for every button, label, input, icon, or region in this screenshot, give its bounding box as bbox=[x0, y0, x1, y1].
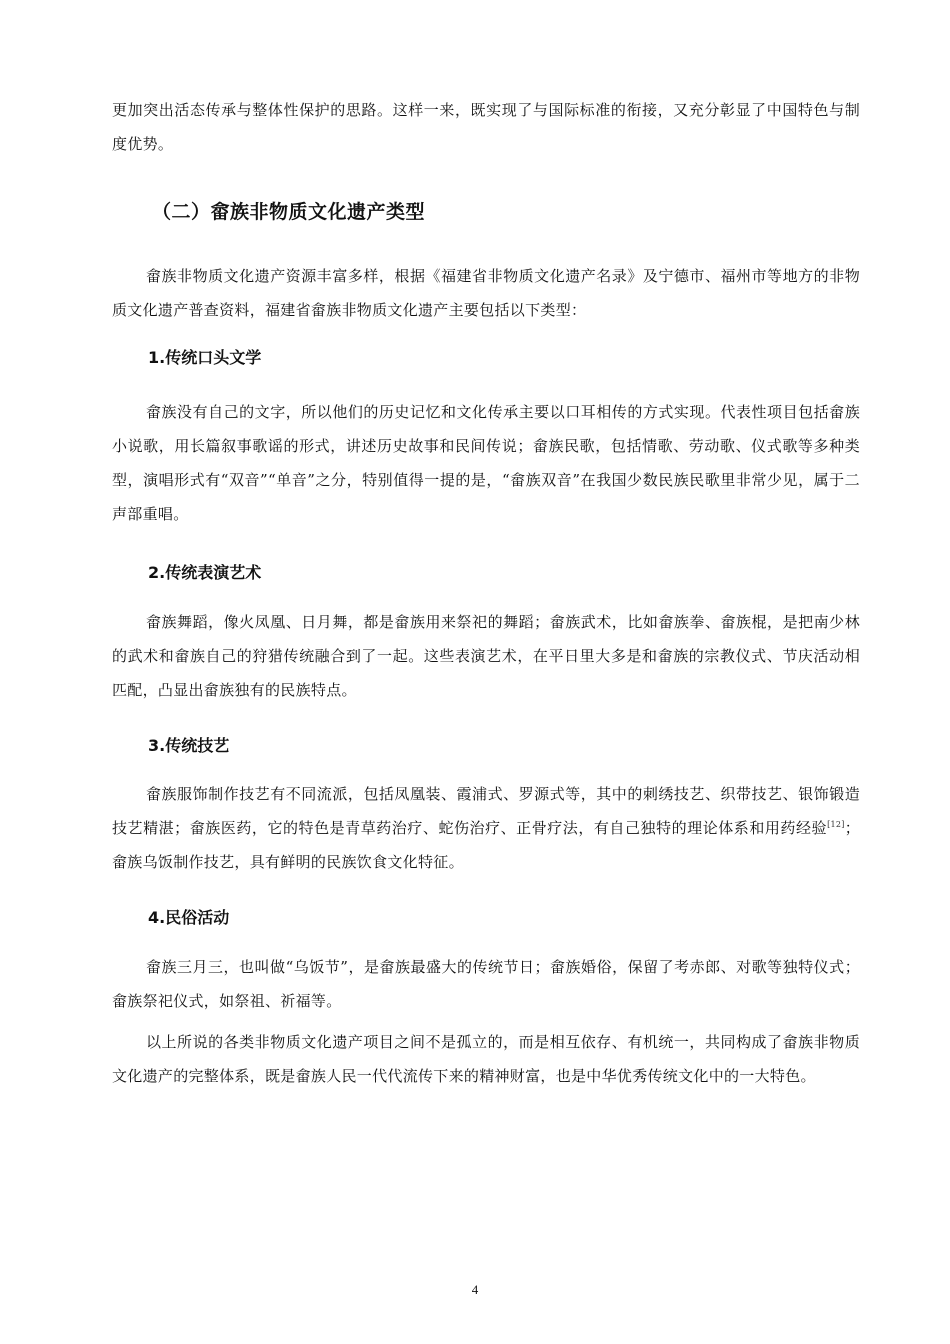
subsection-heading-folk-activities: 4.民俗活动 bbox=[148, 908, 230, 927]
subsection-body-performing-arts: 畲族舞蹈，像火凤凰、日月舞，都是畲族用来祭祀的舞蹈；畲族武术，比如畲族拳、畲族棍，是把南少林的武术和畲族自己的狩猎传统融合到了一起。这些表演艺术，在平日里大多是和畲族的宗教仪式、节庆活动相匹配，凸显出畲族独有的民族特点。 bbox=[112, 613, 860, 699]
subsection-heading-oral-literature: 1.传统口头文学 bbox=[148, 348, 262, 367]
citation-reference: [12] bbox=[827, 820, 845, 829]
crafts-text-part-2: ；畲族乌饭制作技艺，具有鲜明的民族饮食文化特征。 bbox=[112, 819, 860, 871]
section-intro-paragraph: 畲族非物质文化遗产资源丰富多样，根据《福建省非物质文化遗产名录》及宁德市、福州市等地方的非物质文化遗产普查资料，福建省畲族非物质文化遗产主要包括以下类型： bbox=[112, 267, 860, 319]
subsection-heading-performing-arts: 2.传统表演艺术 bbox=[148, 563, 262, 582]
subsection-body-crafts bbox=[112, 777, 860, 879]
crafts-text-part-1: 畲族服饰制作技艺有不同流派，包括凤凰装、霞浦式、罗源式等，其中的刺绣技艺、织带技艺、银饰锻造技艺精湛；畲族医药，它的特色是青草药治疗、蛇伤治疗、正骨疗法，有自己独特的理论体系和用药经验 bbox=[112, 785, 860, 837]
subsection-heading-crafts: 3.传统技艺 bbox=[148, 736, 230, 755]
closing-paragraph: 以上所说的各类非物质文化遗产项目之间不是孤立的，而是相互依存、有机统一，共同构成了畲族非物质文化遗产的完整体系，既是畲族人民一代代流传下来的精神财富，也是中华优秀传统文化中的一大特色。 bbox=[112, 1033, 860, 1085]
section-heading: （二）畲族非物质文化遗产类型 bbox=[152, 201, 426, 223]
subsection-body-folk-activities: 畲族三月三，也叫做“乌饭节”，是畲族最盛大的传统节日；畲族婚俗，保留了考赤郎、对歌等独特仪式；畲族祭祀仪式，如祭祖、祈福等。 bbox=[112, 958, 860, 1010]
intro-paragraph: 更加突出活态传承与整体性保护的思路。这样一来，既实现了与国际标准的衔接，又充分彰显了中国特色与制度优势。 bbox=[112, 101, 860, 153]
subsection-body-oral-literature: 畲族没有自己的文字，所以他们的历史记忆和文化传承主要以口耳相传的方式实现。代表性项目包括畲族小说歌，用长篇叙事歌谣的形式，讲述历史故事和民间传说；畲族民歌，包括情歌、劳动歌、仪式歌等多种类型，演唱形式有“双音”“单音”之分，特别值得一提的是，“畲族双音”在我国少数民族民歌里非常少见，属于二声部重唱。 bbox=[112, 403, 860, 523]
page-number: 4 bbox=[471, 1282, 479, 1297]
